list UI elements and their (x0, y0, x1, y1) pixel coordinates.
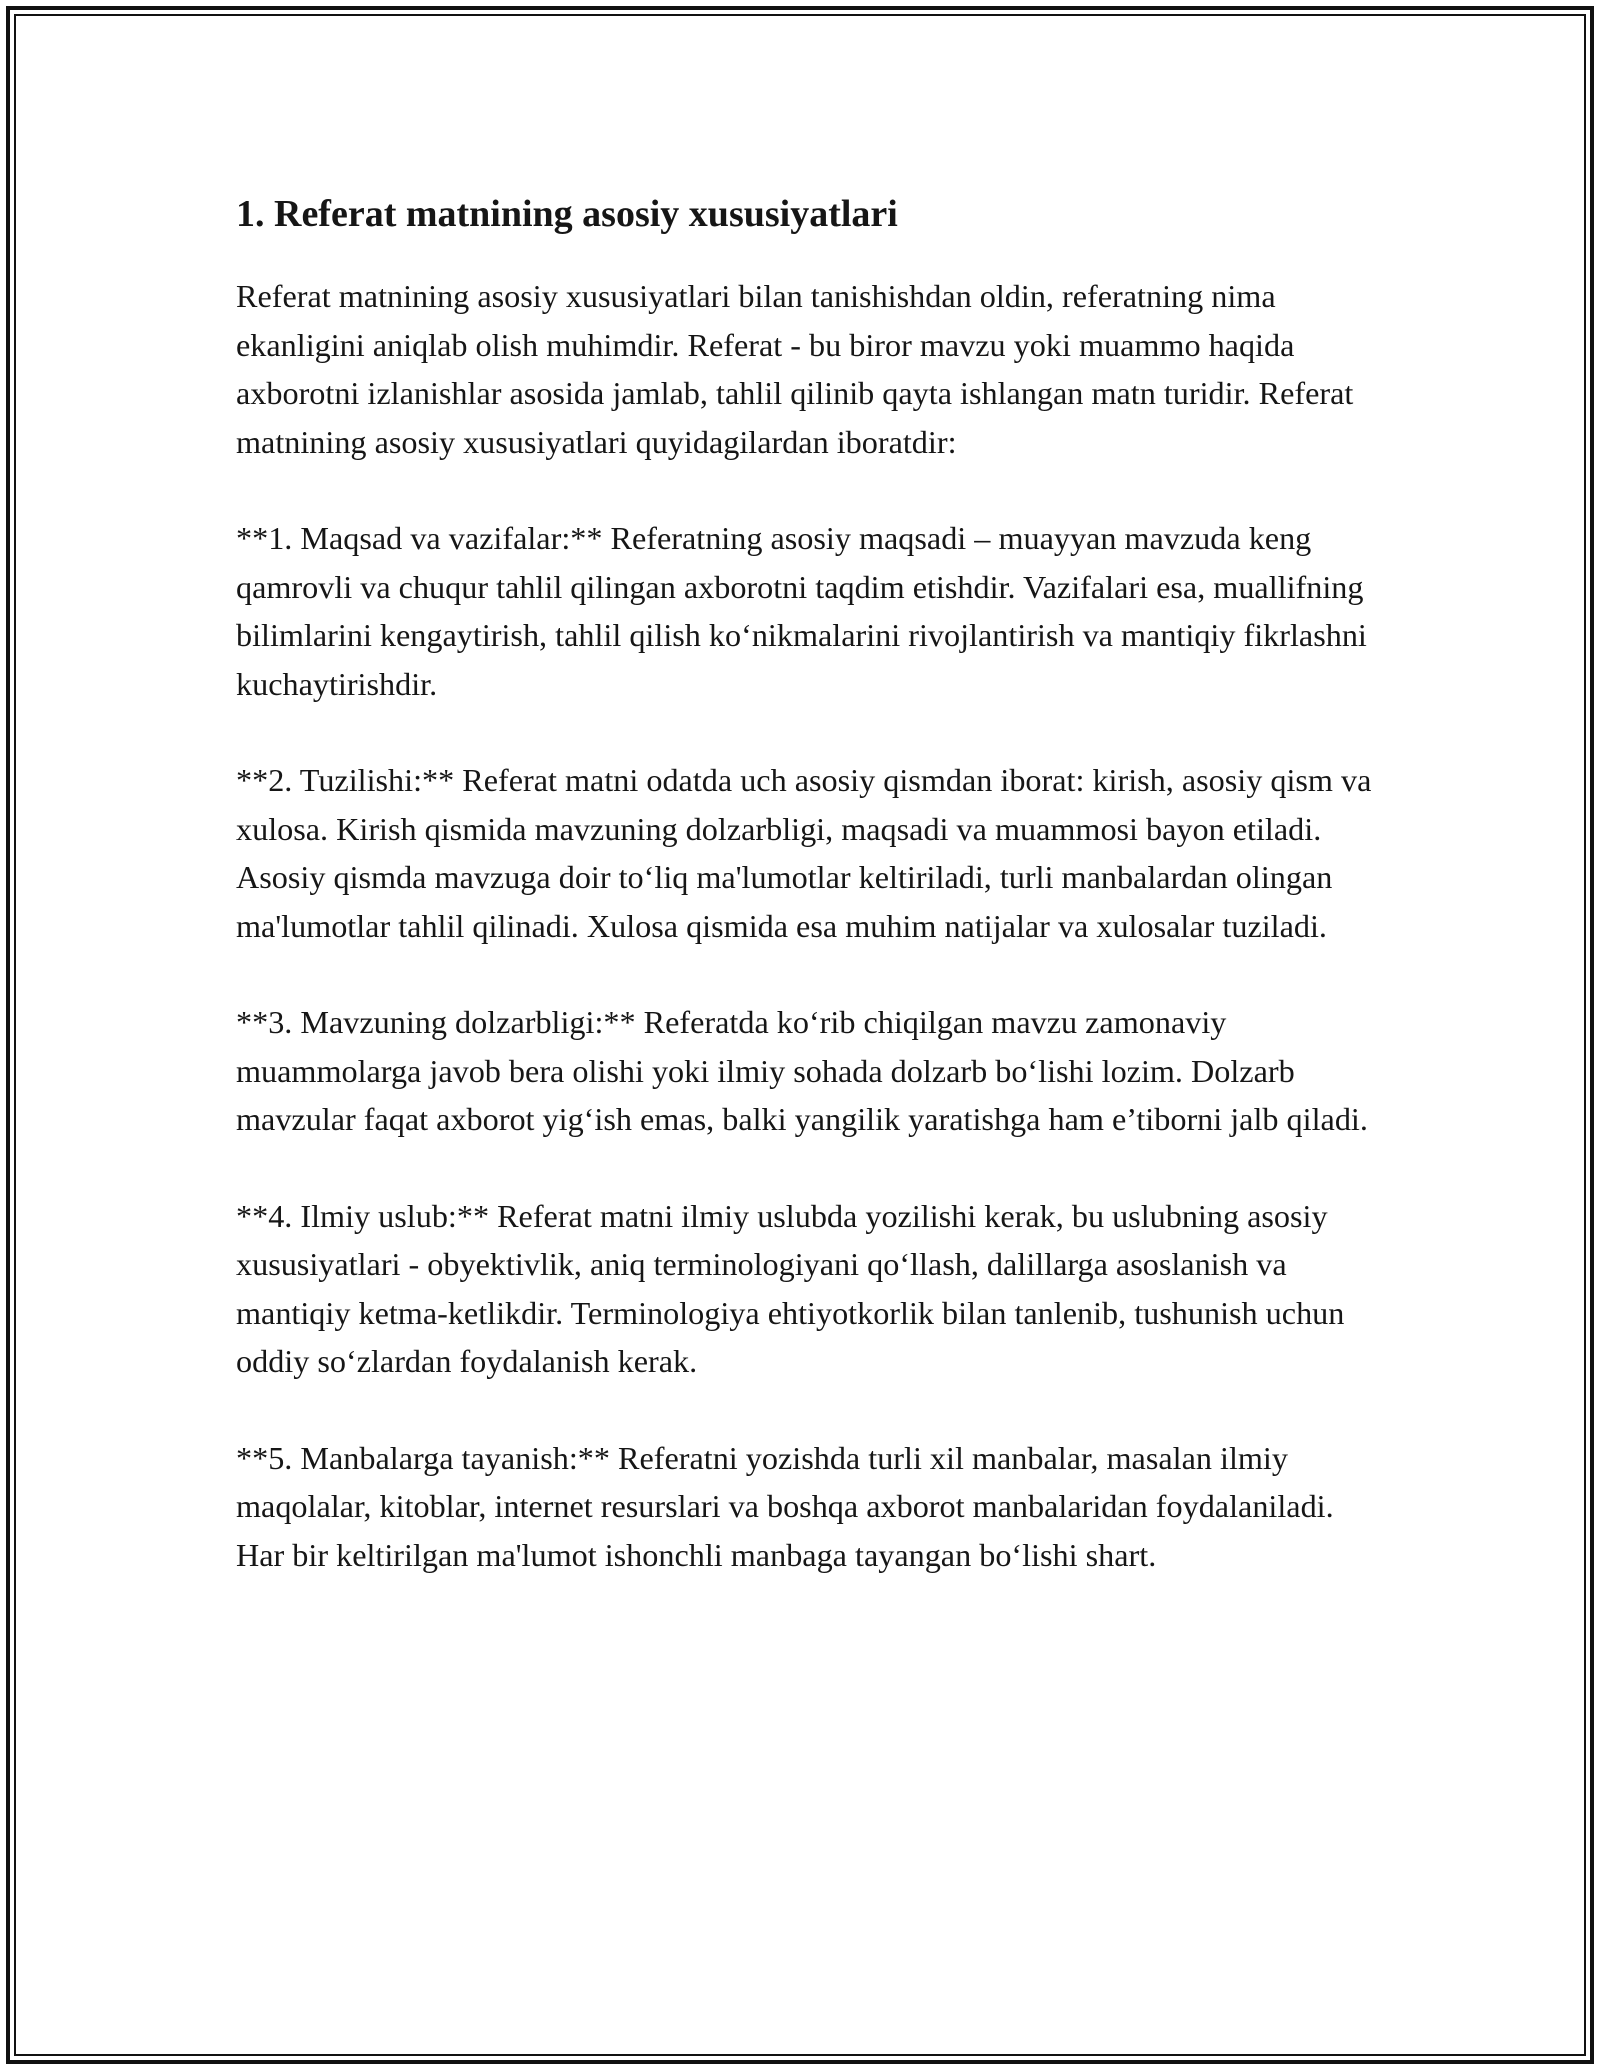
paragraph-relevance: **3. Mavzuning dolzarbligi:** Referatda ko‘rib chiqilgan mavzu zamonaviy muammolarga javob bera olishi yoki ilmiy sohada dolzarb bo‘lishi lozim. Dolzarb mavzular faqat axborot yig‘ish emas, balki yangilik yaratishga ham e’tiborni jalb qiladi. (236, 1004, 1368, 1137)
paragraph-goals: **1. Maqsad va vazifalar:** Referatning asosiy maqsadi – muayyan mavzuda keng qamrovli va chuqur tahlil qilingan axborotni taqdim etishdir. Vazifalari esa, muallifning bilimlarini kengaytirish, tahlil qilish ko‘nikmalarini rivojlantirish va mantiqiy fikrlashni kuchaytirishdir. (236, 520, 1367, 702)
document-body (236, 178, 1376, 1579)
paragraph-scientific-style: **4. Ilmiy uslub:** Referat matni ilmiy uslubda yozilishi kerak, bu uslubning asosiy xususiyatlari - obyektivlik, aniq terminologiyani qo‘llash, dalillarga asoslanish va mantiqiy ketma-ketlikdir. Terminologiya ehtiyotkorlik bilan tanlenib, tushunish uchun oddiy so‘zlardan foydalanish kerak. (236, 1197, 1345, 1379)
paragraph-sources: **5. Manbalarga tayanish:** Referatni yozishda turli xil manbalar, masalan ilmiy maqolalar, kitoblar, internet resurslari va boshqa axborot manbalaridan foydalaniladi. Har bir keltirilgan ma'lumot ishonchli manbaga tayangan bo‘lishi shart. (236, 1439, 1334, 1573)
paragraph-intro: Referat matnining asosiy xususiyatlari bilan tanishishdan oldin, referatning nima ekanligini aniqlab olish muhimdir. Referat - bu biror mavzu yoki muammo haqida axborotni izlanishlar asosida jamlab, tahlil qilinib qayta ishlangan matn turidir. Referat matnining asosiy xususiyatlari quyidagilardan iboratdir: (236, 278, 1354, 460)
document-title: 1. Referat matnining asosiy xususiyatlari (236, 193, 898, 235)
paragraph-structure: **2. Tuzilishi:** Referat matni odatda uch asosiy qismdan iborat: kirish, asosiy qism va xulosa. Kirish qismida mavzuning dolzarbligi, maqsadi va muammosi bayon etiladi. Asosiy qismda mavzuga doir to‘liq ma'lumotlar keltiriladi, turli manbalardan olingan ma'lumotlar tahlil qilinadi. Xulosa qismida esa muhim natijalar va xulosalar tuziladi. (236, 762, 1372, 944)
